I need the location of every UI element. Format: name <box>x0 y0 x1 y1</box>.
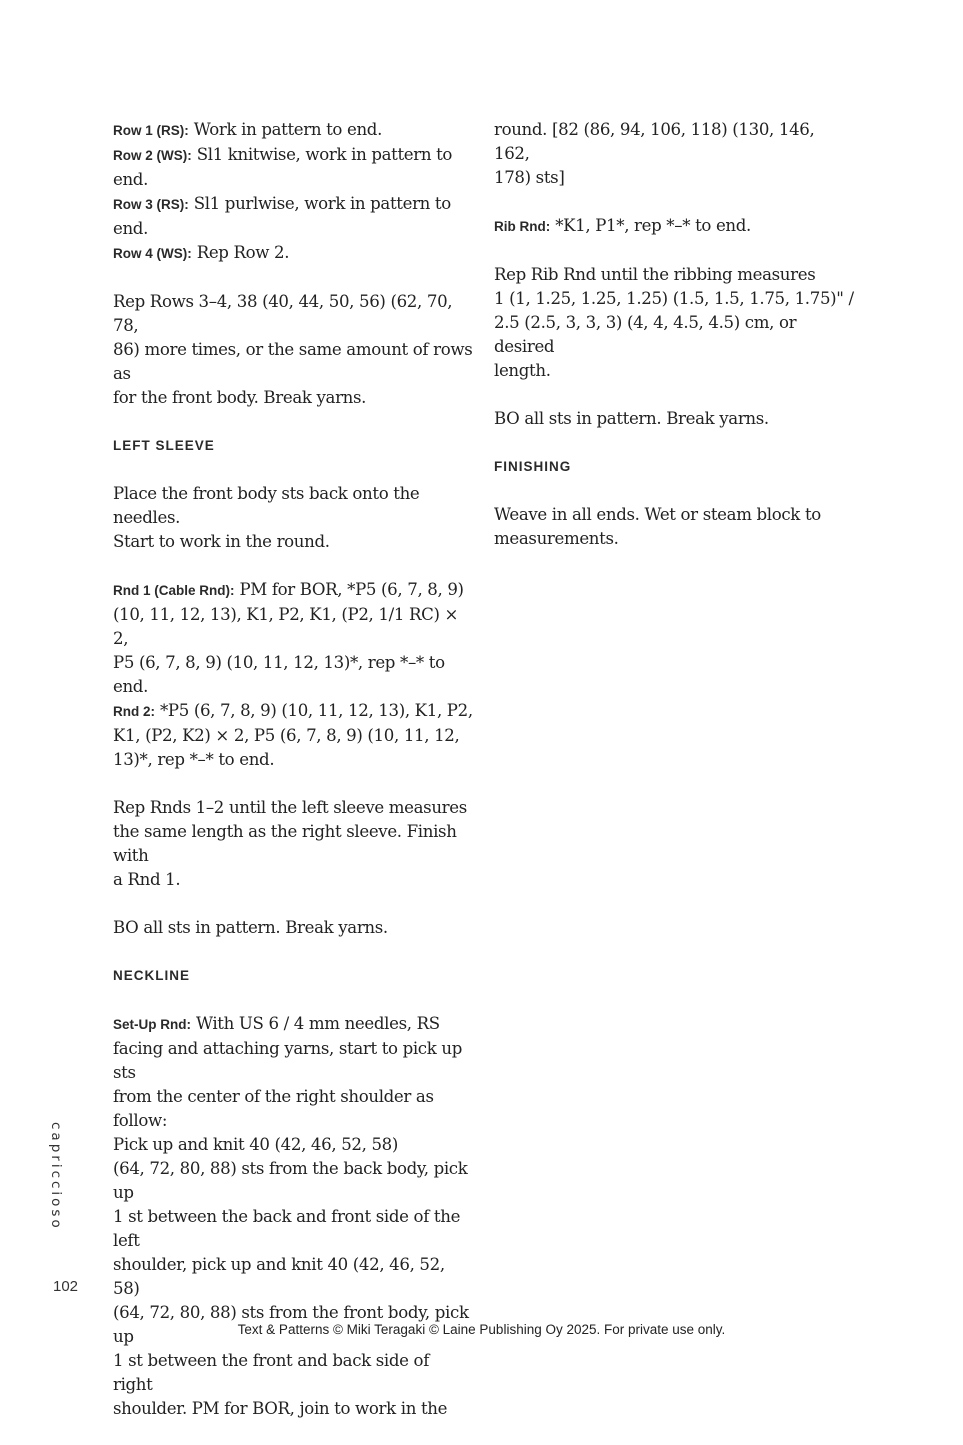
paragraph-line: 178) sts] <box>494 168 565 187</box>
left-column <box>113 118 473 1445</box>
row-text: Rep Row 2. <box>196 243 290 262</box>
paragraph-line: BO all sts in pattern. Break yarns. <box>113 918 388 937</box>
paragraph-line: shoulder. PM for BOR, join to work in the <box>113 1399 448 1418</box>
row-label: Row 2 (WS): <box>113 148 192 163</box>
row-text: Work in pattern to end. <box>193 120 382 139</box>
rnd-text: PM for BOR, *P5 (6, 7, 8, 9) <box>239 580 464 599</box>
rib-rep <box>494 263 854 383</box>
right-column <box>494 118 854 575</box>
paragraph-line: the same length as the right sleeve. Finish with <box>113 822 457 865</box>
paragraph-line: for the front body. Break yarns. <box>113 388 367 407</box>
rep-rows-paragraph <box>113 290 473 410</box>
copyright-footer: Text & Patterns © Miki Teragaki © Laine Publishing Oy 2025. For private use only. <box>237 1322 726 1337</box>
paragraph-line: (64, 72, 80, 88) sts from the front body, pick up <box>113 1303 469 1346</box>
rnd-text-line: (10, 11, 12, 13), K1, P2, K1, (P2, 1/1 RC) × 2, <box>113 605 459 648</box>
rnd-label: Rnd 2: <box>113 704 155 719</box>
paragraph-line: Rep Rnds 1–2 until the left sleeve measures <box>113 798 467 817</box>
neckline-heading: NECKLINE <box>113 968 191 983</box>
neckline-continuation <box>494 118 854 190</box>
setup-label: Set-Up Rnd: <box>113 1017 191 1032</box>
setup-text: With US 6 / 4 mm needles, RS <box>195 1014 440 1033</box>
finishing-text <box>494 503 854 551</box>
paragraph-line: 1 st between the back and front side of the left <box>113 1207 461 1250</box>
paragraph-line: Rep Rib Rnd until the ribbing measures <box>494 265 816 284</box>
rib-rnd <box>494 214 854 239</box>
side-section-label: capriccioso <box>48 1122 64 1231</box>
finishing-heading: FINISHING <box>494 459 572 474</box>
left-sleeve-rep <box>113 796 473 892</box>
row-1 <box>113 118 473 143</box>
row-label: Row 3 (RS): <box>113 197 189 212</box>
rnd-text-line: K1, (P2, K2) × 2, P5 (6, 7, 8, 9) (10, 11, 12, <box>113 726 460 745</box>
row-4 <box>113 241 473 266</box>
rnd-text-line: 13)*, rep *–* to end. <box>113 750 275 769</box>
rnd-text-line: P5 (6, 7, 8, 9) (10, 11, 12, 13)*, rep *–* to end. <box>113 653 445 696</box>
row-label: Row 1 (RS): <box>113 123 189 138</box>
paragraph-line: BO all sts in pattern. Break yarns. <box>494 409 769 428</box>
paragraph-line: Place the front body sts back onto the needles. <box>113 484 420 527</box>
paragraph-line: facing and attaching yarns, start to pick up sts <box>113 1039 462 1082</box>
left-sleeve-intro <box>113 482 473 554</box>
round-instructions <box>113 578 473 772</box>
left-sleeve-heading: LEFT SLEEVE <box>113 438 215 453</box>
rib-rnd-line <box>494 214 854 239</box>
rnd-1 <box>113 578 473 603</box>
paragraph-line: from the center of the right shoulder as follow: <box>113 1087 434 1130</box>
paragraph-line: Start to work in the round. <box>113 532 330 551</box>
row-text-line: end. <box>113 219 149 238</box>
paragraph-line: a Rnd 1. <box>113 870 181 889</box>
row-text-line: end. <box>113 170 149 189</box>
row-text: Sl1 knitwise, work in pattern to <box>196 145 453 164</box>
paragraph-line: shoulder, pick up and knit 40 (42, 46, 52, 58) <box>113 1255 445 1298</box>
neckline-bo <box>494 407 854 431</box>
row-2 <box>113 143 473 168</box>
row-text: Sl1 purlwise, work in pattern to <box>193 194 451 213</box>
left-sleeve-bo <box>113 916 473 940</box>
paragraph-line: (64, 72, 80, 88) sts from the back body, pick up <box>113 1159 468 1202</box>
page-number: 102 <box>53 1278 79 1295</box>
paragraph-line: 1 (1, 1.25, 1.25, 1.25) (1.5, 1.5, 1.75, 1.75)" / <box>494 289 854 308</box>
setup-first-line <box>113 1012 473 1037</box>
row-instructions <box>113 118 473 266</box>
paragraph-line: 2.5 (2.5, 3, 3, 3) (4, 4, 4.5, 4.5) cm, or desired <box>494 313 797 356</box>
paragraph-line: Pick up and knit 40 (42, 46, 52, 58) <box>113 1135 398 1154</box>
paragraph-line: Weave in all ends. Wet or steam block to <box>494 505 821 524</box>
paragraph-line: 1 st between the front and back side of right <box>113 1351 429 1394</box>
rnd-label: Rnd 1 (Cable Rnd): <box>113 583 235 598</box>
rib-text: *K1, P1*, rep *–* to end. <box>555 216 751 235</box>
paragraph-line: 86) more times, or the same amount of rows as <box>113 340 473 383</box>
paragraph-line: measurements. <box>494 529 619 548</box>
rib-label: Rib Rnd: <box>494 219 551 234</box>
rnd-text: *P5 (6, 7, 8, 9) (10, 11, 12, 13), K1, P2, <box>159 701 473 720</box>
paragraph-line: Rep Rows 3–4, 38 (40, 44, 50, 56) (62, 70, 78, <box>113 292 453 335</box>
paragraph-line: round. [82 (86, 94, 106, 118) (130, 146, 162, <box>494 120 815 163</box>
row-label: Row 4 (WS): <box>113 246 192 261</box>
row-3 <box>113 192 473 217</box>
rnd-2 <box>113 699 473 724</box>
paragraph-line: length. <box>494 361 551 380</box>
